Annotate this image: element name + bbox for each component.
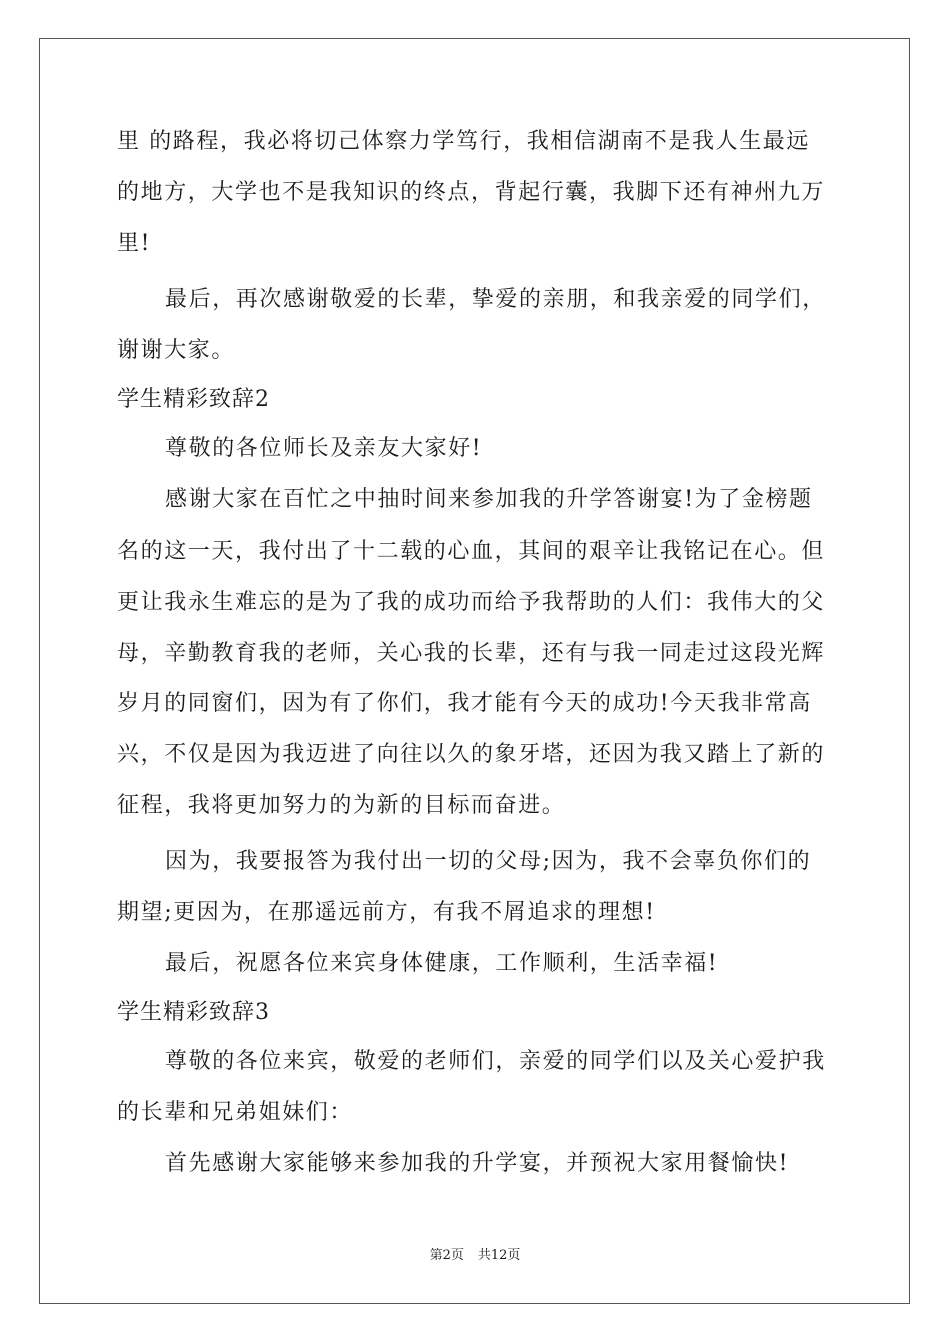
paragraph-line: 的地方，大学也不是我知识的终点，背起行囊，我脚下还有神州九万 (117, 180, 826, 205)
paragraph-line: 兴，不仅是因为我迈进了向往以久的象牙塔，还因为我又踏上了新的 (117, 742, 826, 767)
section-heading: 学生精彩致辞2 (117, 387, 270, 412)
paragraph-line: 里! (117, 231, 152, 256)
paragraph-line: 尊敬的各位来宾，敬爱的老师们，亲爱的同学们以及关心爱护我 (165, 1049, 826, 1074)
paragraph-line: 首先感谢大家能够来参加我的升学宴，并预祝大家用餐愉快! (165, 1151, 790, 1176)
paragraph-line: 的长辈和兄弟姐妹们： (117, 1100, 354, 1125)
paragraph-line: 名的这一天，我付出了十二载的心血，其间的艰辛让我铭记在心。但 (117, 539, 826, 564)
paragraph-line: 期望;更因为，在那遥远前方，有我不屑追求的理想! (117, 900, 656, 925)
paragraph-line: 最后，祝愿各位来宾身体健康，工作顺利，生活幸福! (165, 951, 719, 976)
page-number-total: 共12页 (477, 1248, 521, 1263)
paragraph-line: 尊敬的各位师长及亲友大家好! (165, 436, 483, 461)
page-number-current: 第2页 (429, 1248, 464, 1263)
paragraph-line: 更让我永生难忘的是为了我的成功而给予我帮助的人们：我伟大的父 (117, 590, 826, 615)
section-heading: 学生精彩致辞3 (117, 1000, 270, 1025)
paragraph-line: 岁月的同窗们，因为有了你们，我才能有今天的成功!今天我非常高 (117, 691, 812, 716)
paragraph-line: 最后，再次感谢敬爱的长辈，挚爱的亲朋，和我亲爱的同学们， (165, 287, 826, 312)
paragraph-line: 因为，我要报答为我付出一切的父母;因为，我不会辜负你们的 (165, 849, 812, 874)
page-footer (0, 1246, 950, 1266)
paragraph-line: 征程，我将更加努力的为新的目标而奋进。 (117, 793, 566, 818)
paragraph-line: 感谢大家在百忙之中抽时间来参加我的升学答谢宴!为了金榜题 (165, 487, 813, 512)
paragraph-line: 谢谢大家。 (117, 338, 236, 363)
paragraph-line: 母，辛勤教育我的老师，关心我的长辈，还有与我一同走过这段光辉 (117, 641, 826, 666)
paragraph-line: 里 的路程，我必将切己体察力学笃行，我相信湖南不是我人生最远 (117, 129, 810, 154)
